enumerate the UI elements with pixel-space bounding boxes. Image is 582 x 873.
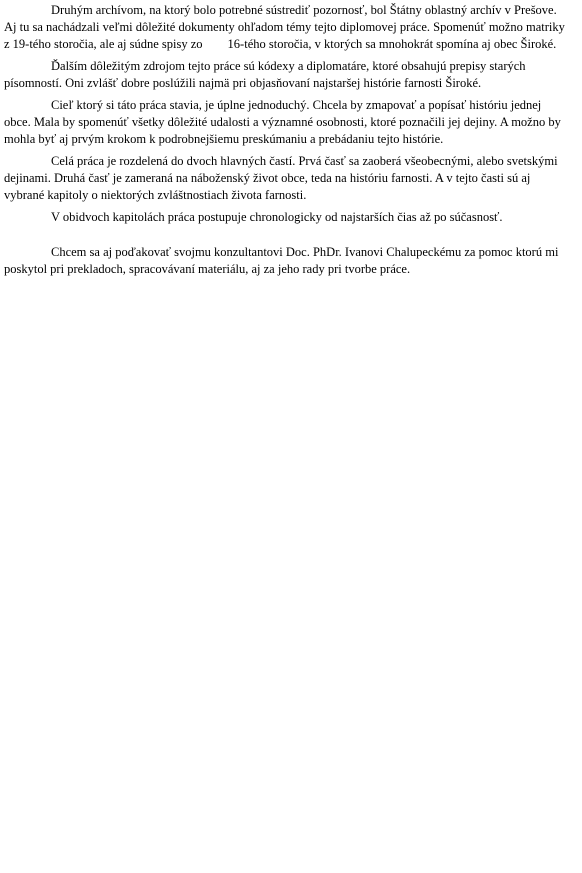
paragraph-archive-presov: Druhým archívom, na ktorý bolo potrebné sústrediť pozornosť, bol Štátny oblastný archív v Prešove. Aj tu sa nachádzali veľmi dôležité dokumenty ohľadom témy tejto diplomovej práce. Spomenúť možno matriky z 19-tého storočia, ale aj súdne spisy zo 16-tého storočia, v ktorých sa mnohokrát spomína aj obec Široké. <box>4 3 568 51</box>
paragraph-goal: Cieľ ktorý si táto práca stavia, je úplne jednoduchý. Chcela by zmapovať a popísať históriu jednej obce. Mala by spomenúť všetky dôležité udalosti a významné osobnosti, ktoré poznačili jej dejiny. A možno by mohla byť aj prvým krokom k podrobnejšiemu preskúmaniu a prebádaniu tejto histórie. <box>4 98 561 146</box>
paragraph-chronology: V obidvoch kapitolách práca postupuje chronologicky od najstarších čias až po súčasnosť. <box>51 210 503 224</box>
paragraph-acknowledgement: Chcem sa aj poďakovať svojmu konzultantovi Doc. PhDr. Ivanovi Chalupeckému za pomoc ktorú mi poskytol pri prekladoch, spracovávaní materiálu, aj za jeho rady pri tvorbe práce. <box>4 245 559 276</box>
document-page <box>4 0 570 278</box>
paragraph-structure: Celá práca je rozdelená do dvoch hlavných častí. Prvá časť sa zaoberá všeobecnými, alebo svetskými dejinami. Druhá časť je zameraná na náboženský život obce, teda na históriu farnosti. A v tejto časti sú aj vybrané kapitoly o niektorých zvláštnostiach života farnosti. <box>4 154 558 202</box>
paragraph-codexes: Ďalším dôležitým zdrojom tejto práce sú kódexy a diplomatáre, ktoré obsahujú prepisy starých písomností. Oni zvlášť dobre poslúžili najmä pri objasňovaní najstaršej histórie farnosti Široké. <box>4 59 526 90</box>
